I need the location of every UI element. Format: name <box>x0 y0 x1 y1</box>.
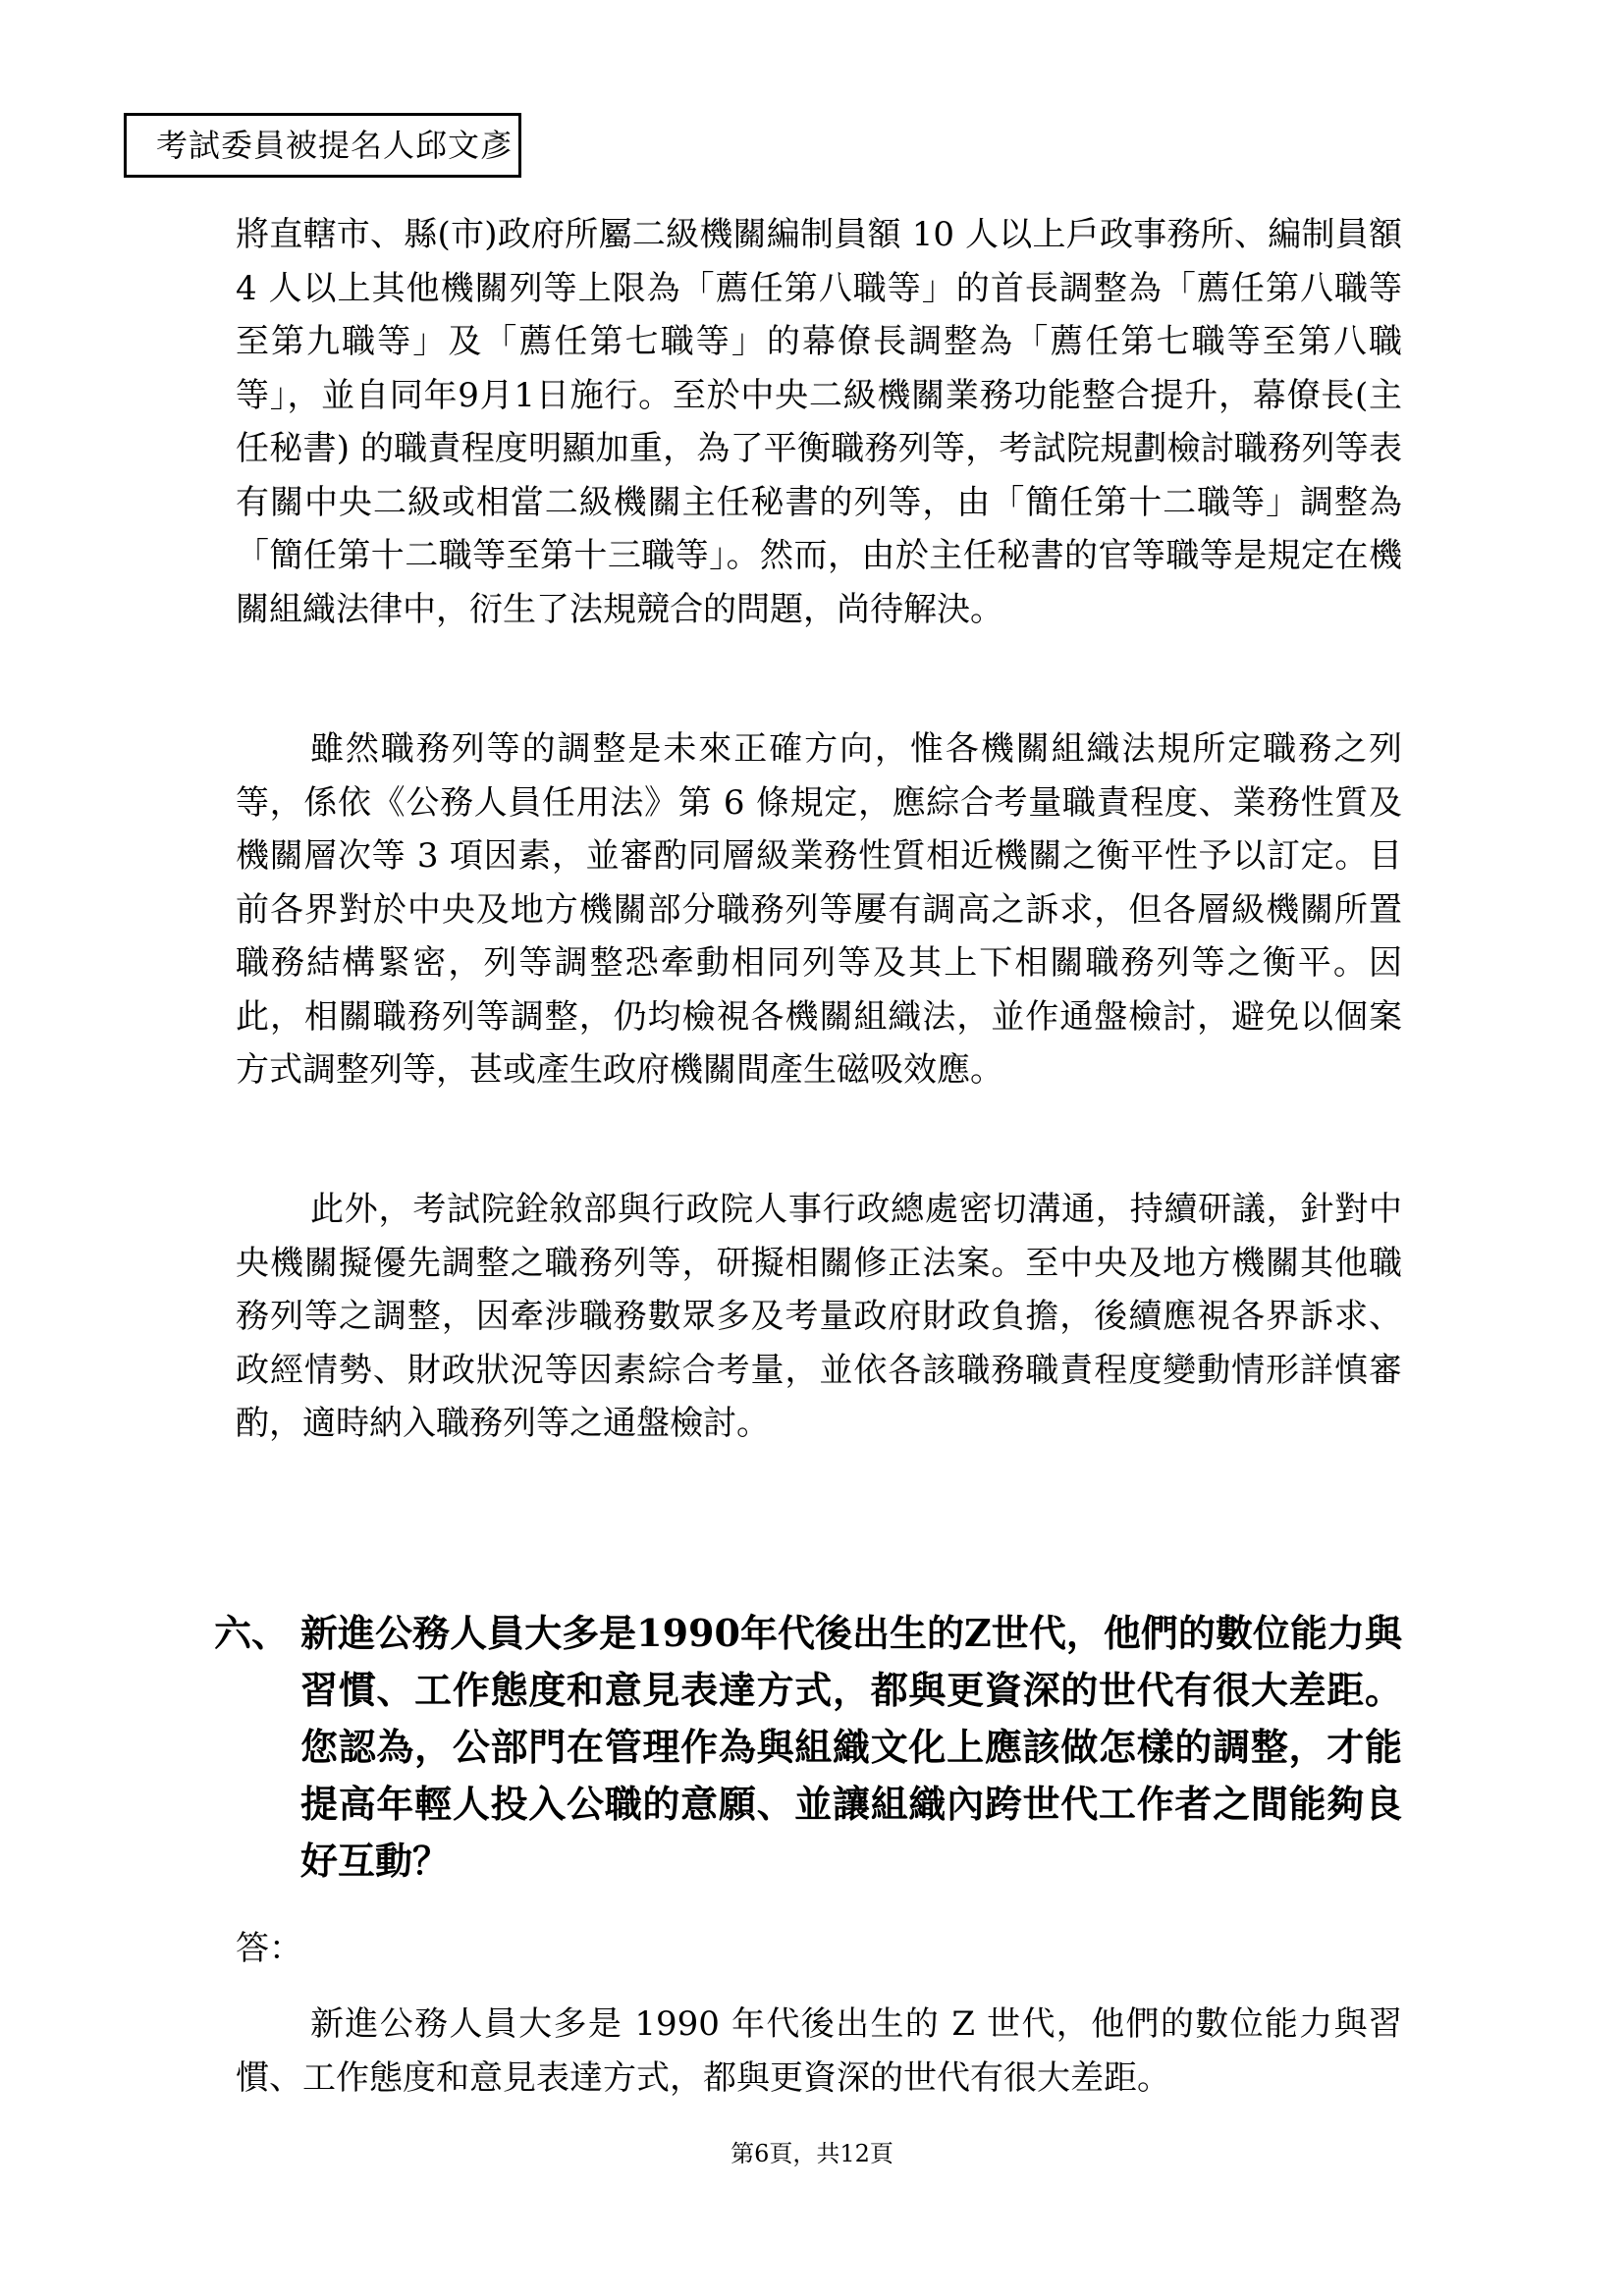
body-paragraph-3: 此外，考試院銓敘部與行政院人事行政總處密切溝通，持續研議，針對中央機關擬優先調整之職務列等，研擬相關修正法案。至中央及地方機關其他職務列等之調整，因牽涉職務數眾多及考量政府財政負擔，後續應視各界訴求、政經情勢、財政狀況等因素綜合考量，並依各該職務職責程度變動情形詳慎審酌，適時納入職務列等之通盤檢討。 <box>236 1190 1402 1443</box>
document-header-label: 考試委員被提名人邱文彥 <box>124 113 521 178</box>
section-question <box>214 1605 1402 1890</box>
answer-paragraph: 新進公務人員大多是 1990 年代後出生的 Z 世代，他們的數位能力與習慣、工作態度和意見表達方式，都與更資深的世代有很大差距。 <box>236 2004 1402 2098</box>
section-question-text: 新進公務人員大多是1990年代後出生的Z世代，他們的數位能力與習慣、工作態度和意見表達方式，都與更資深的世代有很大差距。您認為，公部門在管理作為與組織文化上應該做怎樣的調整，才能提高年輕人投入公職的意願、並讓組織內跨世代工作者之間能夠良好互動？ <box>300 1611 1402 1883</box>
body-paragraph-2: 雖然職務列等的調整是未來正確方向，惟各機關組織法規所定職務之列等，係依《公務人員任用法》第 6 條規定，應綜合考量職責程度、業務性質及機關層次等 3 項因素，並審酌同層級業務性質相近機關之衡平性予以訂定。目前各界對於中央及地方機關部分職務列等屢有調高之訴求，但各層級機關所置職務結構緊密，列等調整恐牽動相同列等及其上下相關職務列等之衡平。因此，相關職務列等調整，仍均檢視各機關組織法，並作通盤檢討，避免以個案方式調整列等，甚或產生政府機關間產生磁吸效應。 <box>236 729 1402 1090</box>
section-number: 六、 <box>214 1611 290 1655</box>
page-footer: 第6頁，共12頁 <box>731 2140 893 2167</box>
body-paragraph-1: 將直轄市、縣(市)政府所屬二級機關編制員額 10 人以上戶政事務所、編制員額 4 人以上其他機關列等上限為「薦任第八職等」的首長調整為「薦任第八職等至第九職等」及「薦任第七職等」的幕僚長調整為「薦任第七職等至第八職等」，並自同年9月1日施行。至於中央二級機關業務功能整合提升，幕僚長(主任秘書) 的職責程度明顯加重，為了平衡職務列等，考試院規劃檢討職務列等表有關中央二級或相當二級機關主任秘書的列等，由「簡任第十二職等」調整為「簡任第十二職等至第十三職等」。然而，由於主任秘書的官等職等是規定在機關組織法律中，衍生了法規競合的問題，尚待解決。 <box>236 215 1402 629</box>
answer-label: 答： <box>236 1929 302 1968</box>
